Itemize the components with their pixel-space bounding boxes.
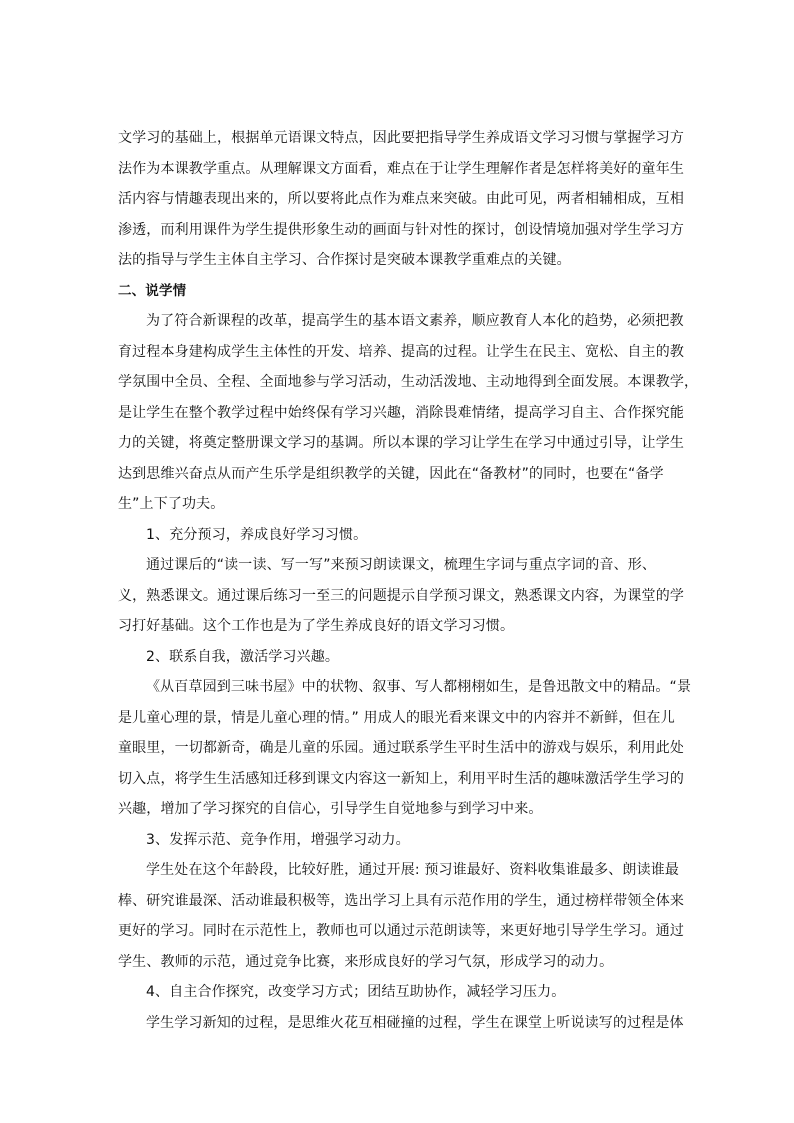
text-line: 童眼里，一切都新奇，确是儿童的乐园。通过联系学生平时生活中的游戏与娱乐，利用此处 [118,740,684,756]
item-1-body [118,550,684,642]
text-line: 习打好基础。这个工作也是为了学生养成良好的语文学习习惯。 [118,618,515,634]
item-4-body [118,1008,684,1039]
text-line: 力的关键，将奠定整册课文学习的基调。所以本课的学习让学生在学习中通过引导，让学生 [118,435,684,451]
text-line: 《从百草园到三味书屋》中的状物、叙事、写人都栩栩如生，是鲁迅散文中的精品。“景 [146,679,692,695]
text-line: 学生、教师的示范，通过竞争比赛，来形成良好的学习气氛，形成学习的动力。 [118,953,614,970]
text-line: 文学习的基础上，根据单元语课文特点，因此要把指导学生养成语文学习习惯与掌握学习方 [118,130,684,146]
item-4-title: 4、自主合作探究，改变学习方式；团结互助协作，减轻学习压力。 [146,984,566,1000]
text-line: 更好的学习。同时在示范性上，教师也可以通过示范朗读等，来更好地引导学生学习。通过 [118,923,684,939]
text-line: 为了符合新课程的改革，提高学生的基本语文素养，顺应教育人本化的趋势，必须把教 [146,313,684,329]
text-line: 学生学习新知的过程，是思维火花互相碰撞的过程，学生在课堂上听说读写的过程是体 [146,1014,684,1031]
document-page [118,0,699,1038]
text-line: 棒、研究谁最深、活动谁最积极等，选出学习上具有示范作用的学生，通过榜样带领全体来 [118,892,684,909]
text-line: 学生处在这个年龄段，比较好胜，通过开展: 预习谁最好、资料收集谁最多、朗读谁最 [146,862,680,878]
text-line: 是让学生在整个教学过程中始终保有学习兴趣，消除畏难情绪，提高学习自主、合作探究能 [118,404,684,421]
text-line: 学氛围中全员、全程、全面地参与学习活动，生动活泼地、主动地得到全面发展。本课教学， [118,374,699,390]
section-heading: 二、说学情 [118,282,187,299]
text-line: 达到思维兴奋点从而产生乐学是组织教学的关键，因此在“备教材”的同时，也要在“备学 [118,465,664,482]
section-intro-paragraph [118,306,699,520]
text-line: 是儿童心理的景，情是儿童心理的情。” 用成人的眼光看来课文中的内容并不新鲜，但在儿 [118,709,675,726]
item-3-body [118,855,684,977]
text-line: 通过课后的“读一读、写一写”来预习朗读课文，梳理生字词与重点字词的音、形、 [146,557,657,573]
item-2-body [118,672,692,825]
text-line: 义，熟悉课文。通过课后练习一至三的问题提示自学预习课文，熟悉课文内容，为课堂的学 [118,587,684,604]
text-line: 育过程本身建构成学生主体性的开发、培养、提高的过程。让学生在民主、宽松、自主的教 [118,343,684,360]
intro-paragraph [118,123,684,276]
text-line: 切入点，将学生生活感知迁移到课文内容这一新知上，利用平时生活的趣味激活学生学习的 [118,770,684,787]
item-1-title: 1、充分预习，养成良好学习习惯。 [146,526,368,543]
text-line: 法的指导与学生主体自主学习、合作探讨是突破本课教学重难点的关键。 [118,252,571,268]
item-3-title: 3、发挥示范、竞争作用，增强学习动力。 [146,831,410,848]
text-line: 渗透，而利用课件为学生提供形象生动的画面与针对性的探讨，创设情境加强对学生学习方 [118,221,684,238]
text-line: 活内容与情趣表现出来的，所以要将此点作为难点来突破。由此可见，两者相辅相成，互相 [118,191,684,207]
item-2-title: 2、联系自我，激活学习兴趣。 [146,648,340,665]
text-line: 法作为本课教学重点。从理解课文方面看，难点在于让学生理解作者是怎样将美好的童年生 [118,160,684,177]
text-line: 生”上下了功夫。 [118,496,225,512]
text-line: 兴趣，增加了学习探究的自信心，引导学生自觉地参与到学习中来。 [118,801,543,817]
